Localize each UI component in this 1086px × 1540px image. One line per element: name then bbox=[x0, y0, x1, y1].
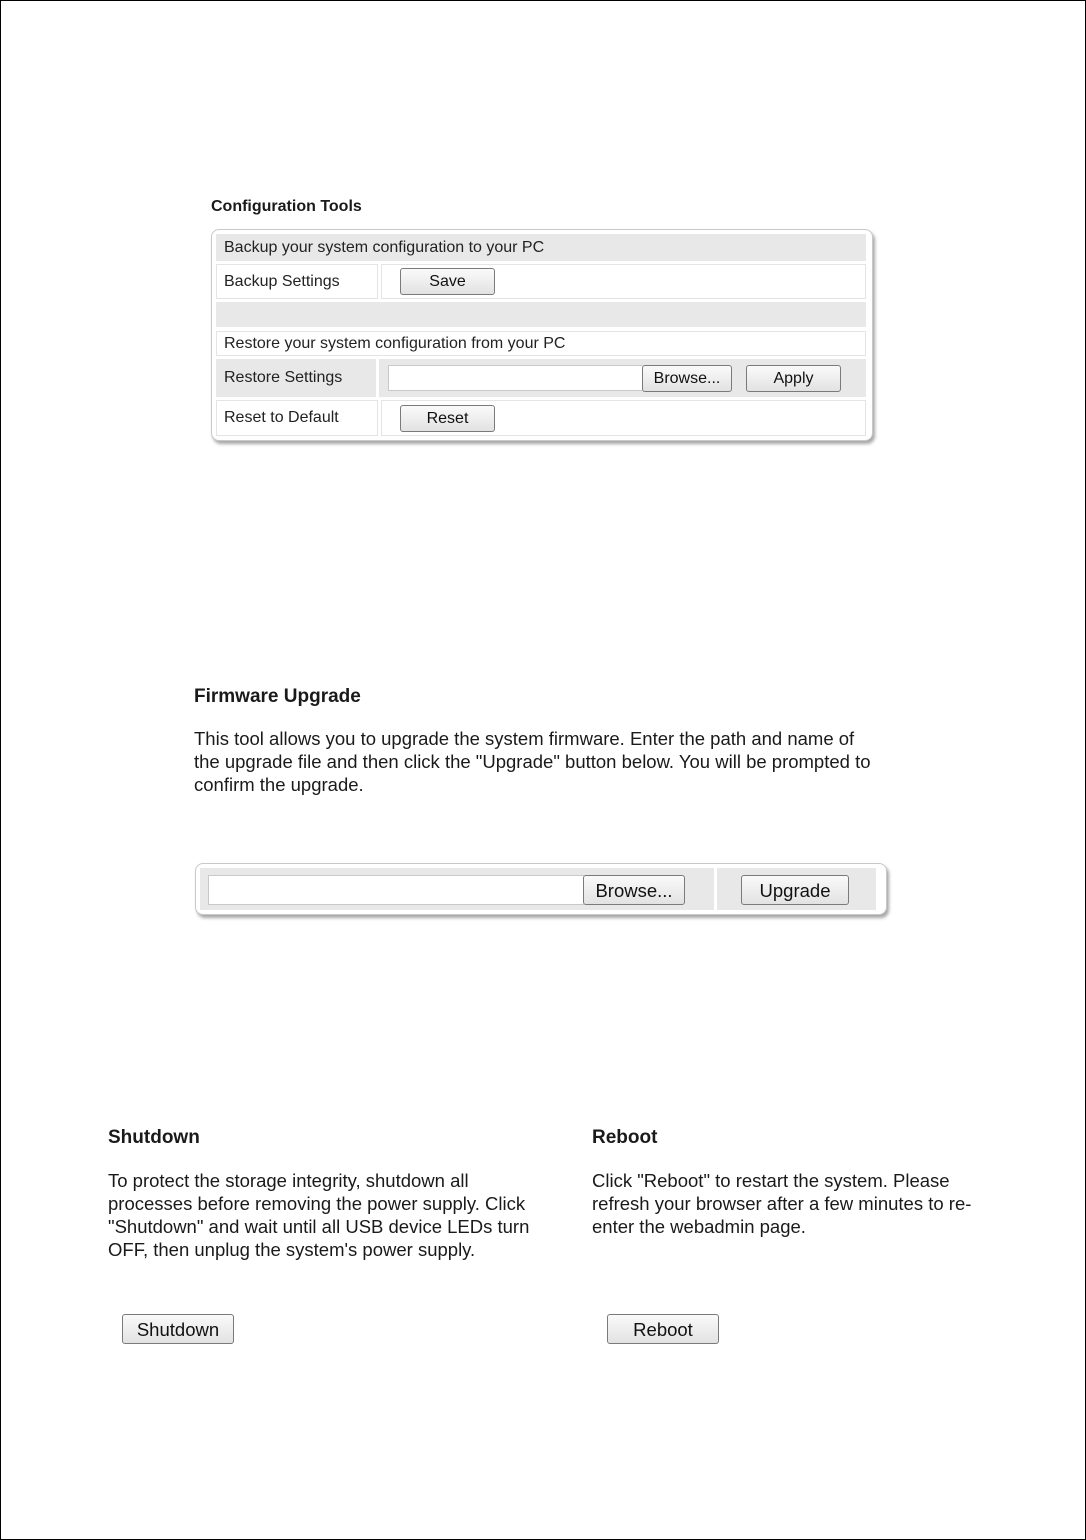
config-tools-panel bbox=[211, 229, 873, 441]
shutdown-title: Shutdown bbox=[108, 1127, 200, 1148]
firmware-file-input[interactable] bbox=[208, 875, 584, 905]
reboot-title: Reboot bbox=[592, 1127, 658, 1148]
config-tools-title: Configuration Tools bbox=[211, 198, 362, 215]
firmware-title: Firmware Upgrade bbox=[194, 686, 361, 707]
restore-file-input[interactable] bbox=[388, 365, 642, 391]
firmware-panel bbox=[195, 863, 887, 915]
restore-browse-button[interactable]: Browse... bbox=[642, 365, 732, 392]
restore-header: Restore your system configuration from your PC bbox=[224, 335, 566, 352]
reset-to-default-label: Reset to Default bbox=[224, 409, 339, 426]
restore-settings-label: Restore Settings bbox=[224, 369, 343, 386]
firmware-description: This tool allows you to upgrade the system firmware. Enter the path and name of the upgrade file and then click the "Upgrade" button below. You will be prompted to confirm the upgrade. bbox=[194, 728, 871, 795]
spacer-row bbox=[216, 302, 866, 327]
reboot-description: Click "Reboot" to restart the system. Please refresh your browser after a few minutes to re-enter the webadmin page. bbox=[592, 1170, 972, 1237]
upgrade-button[interactable]: Upgrade bbox=[741, 875, 849, 905]
reboot-button[interactable]: Reboot bbox=[607, 1314, 719, 1344]
backup-settings-label: Backup Settings bbox=[224, 273, 340, 290]
firmware-separator bbox=[714, 868, 717, 910]
reset-button[interactable]: Reset bbox=[400, 405, 495, 432]
shutdown-description: To protect the storage integrity, shutdown all processes before removing the power supply. Click "Shutdown" and wait until all USB device LEDs turn OFF, then unplug the system's power supply. bbox=[108, 1170, 530, 1260]
backup-header: Backup your system configuration to your PC bbox=[224, 239, 545, 256]
firmware-browse-button[interactable]: Browse... bbox=[583, 875, 685, 905]
shutdown-button[interactable]: Shutdown bbox=[122, 1314, 234, 1344]
apply-button[interactable]: Apply bbox=[746, 365, 841, 392]
save-button[interactable]: Save bbox=[400, 268, 495, 295]
restore-separator bbox=[376, 359, 379, 397]
